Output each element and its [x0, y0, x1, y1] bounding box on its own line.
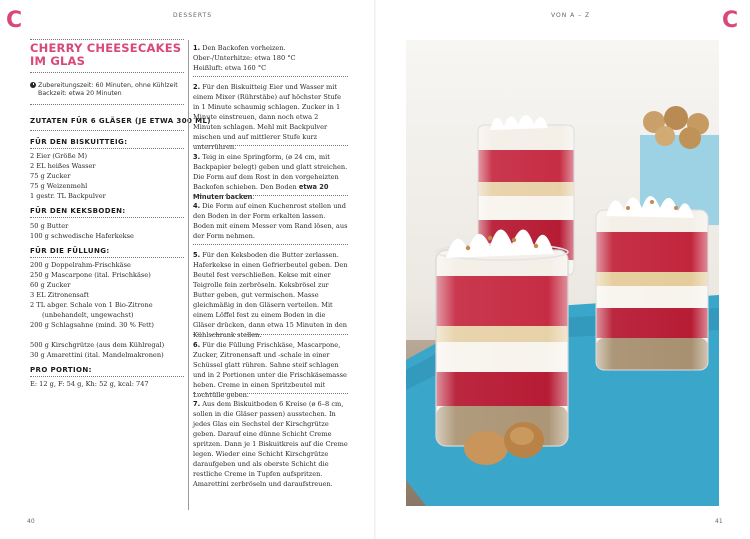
biskuit-rule [30, 148, 184, 149]
step-6 [193, 340, 348, 400]
step-text: Die Form auf einen Kuchenrost stellen und den Boden in der Form erkalten lassen. Boden mit einem Messer vom Rand lösen, aus der Form nehmen. [193, 202, 348, 240]
ingredients-rule [30, 130, 184, 131]
chapter-letter-right: C [722, 8, 739, 33]
step-text: Für den Biskuitteig Eier und Wasser mit einem Mixer (Rührstäbe) auf höchster Stufe in 1 Minute schaumig schlagen. Zucker in 1 Minute einstreuen, dann noch etwa 2 Minuten schlagen. Mehl mit Backpulver mischen und auf mittlerer Stufe kurz unterrühren. [193, 83, 341, 151]
ingredient-item: 2 EL heißes Wasser [30, 162, 96, 170]
step-rule [193, 76, 348, 77]
step-rule [193, 334, 348, 335]
portion-header: PRO PORTION: [30, 366, 92, 374]
step-number: 2. [193, 83, 201, 91]
ingredient-item: 200 g Schlagsahne (mind. 30 % Fett) [30, 321, 154, 329]
step-number: 6. [193, 341, 201, 349]
prep-rule [30, 104, 184, 105]
step-2 [193, 82, 348, 152]
ingredient-item: 30 g Amarettini (ital. Mandelmakronen) [30, 351, 164, 359]
ingredient-item: 3 EL Zitronensaft [30, 291, 89, 299]
ingredient-item: 250 g Mascarpone (ital. Frischkäse) [30, 271, 151, 279]
page-number-right: 41 [715, 518, 723, 525]
recipe-title [30, 42, 184, 67]
running-head-left: DESSERTS [173, 12, 213, 19]
extra-list [30, 340, 186, 360]
gutter [374, 0, 376, 539]
fuellung-header: FÜR DIE FÜLLUNG: [30, 247, 110, 255]
step-text: Den Backofen vorheizen. Ober-/Unterhitze: etwa 180 °C Heißluft: etwa 160 °C [193, 44, 296, 72]
portion-info: E: 12 g, F: 54 g, Kh: 52 g, kcal: 747 [30, 380, 149, 388]
prep-time [30, 82, 184, 98]
chapter-letter-left: C [6, 8, 23, 33]
ingredient-item: 50 g Butter [30, 222, 69, 230]
column-divider [188, 40, 189, 510]
step-rule [193, 145, 348, 146]
ingredient-item: 75 g Zucker [30, 172, 71, 180]
keks-header: FÜR DEN KEKSBODEN: [30, 207, 126, 215]
step-number: 5. [193, 251, 201, 259]
title-rule-top [30, 39, 184, 40]
page-number-left: 40 [27, 518, 35, 525]
step-text: Aus dem Biskuitboden 6 Kreise (ø 6–8 cm, sollen in die Gläser passen) ausstechen. In jedes Glas ein Sechstel der Kirschgrütze geben. Darauf eine dünne Schicht Creme spritzen. Dann je 1 Biskuitkreis auf die Creme legen. Wieder eine Schicht Kirschgrütze daraufgeben und als oberste Schicht die restliche Creme in Tupfen aufspritzen. Amarettini zerbröseln und daraufstreuen. [193, 400, 348, 488]
step-text: Für den Keksboden die Butter zerlassen. Haferkekse in einen Gefrierbeutel geben. Den Beutel fest verschließen. Kekse mit einer Teigrolle fein zerbröseln. Keksbrösel zur Butter geben, gut vermischen. Masse gleichmäßig in den Gläsern verteilen. Mit einem Löffel fest zu einem Boden in die Gläser drücken, dann etwa 15 Minuten in den Kühlschrank stellen. [193, 251, 348, 339]
title-rule-bottom [30, 72, 184, 73]
step-number: 1. [193, 44, 201, 52]
step-rule [193, 195, 348, 196]
step-1 [193, 43, 348, 73]
keks-rule [30, 217, 184, 218]
step-number: 3. [193, 153, 201, 161]
dessert-photo [406, 40, 719, 506]
ingredient-item: 100 g schwedische Haferkekse [30, 232, 134, 240]
dessert-illustration [406, 40, 719, 506]
ingredients-header: ZUTATEN FÜR 6 GLÄSER (JE ETWA 300 ML) [30, 117, 211, 125]
ingredient-item: 1 gestr. TL Backpulver [30, 192, 106, 200]
portion-rule [30, 376, 184, 377]
fuellung-list [30, 260, 186, 330]
step-rule [193, 393, 348, 394]
prep-line2: Backzeit: etwa 20 Minuten [38, 90, 122, 97]
fuellung-rule [30, 257, 184, 258]
ingredient-item: 2 TL abger. Schale von 1 Bio-Zitrone [30, 301, 153, 309]
recipe-title-line2: IM GLAS [30, 53, 86, 68]
step-text-end: . [252, 193, 255, 201]
clock-icon [30, 82, 36, 88]
recipe-title-line1: CHERRY CHEESECAKES [30, 41, 182, 55]
prep-line1: Zubereitungszeit: 60 Minuten, ohne Kühlzeit [38, 82, 178, 89]
ingredient-item: 60 g Zucker [30, 281, 71, 289]
step-number: 4. [193, 202, 201, 210]
step-5 [193, 250, 348, 340]
ingredient-item: 500 g Kirschgrütze (aus dem Kühlregal) [30, 341, 165, 349]
biskuit-list [30, 151, 186, 201]
step-text: Für die Füllung Frischkäse, Mascarpone, Zucker, Zitronensaft und -schale in einer Schüssel glatt rühren. Sahne steif schlagen und in 2 Portionen unter die Frischkäsemasse heben. Creme in einen Spritzbeutel mit Lochtülle geben. [193, 341, 347, 399]
step-number: 7. [193, 400, 201, 408]
step-4 [193, 201, 348, 241]
biskuit-header: FÜR DEN BISKUITTEIG: [30, 138, 128, 146]
step-text: Teig in eine Springform, (ø 24 cm, mit Backpapier belegt) geben und glatt streichen. Die Form auf dem Rost in den vorgeheizten Backofen schieben. Den Boden [193, 153, 348, 191]
keks-list [30, 221, 186, 241]
running-head-right: VON A – Z [551, 12, 591, 19]
ingredient-item: 200 g Doppelrahm-Frischkäse [30, 261, 131, 269]
ingredient-item: 2 Eier (Größe M) [30, 152, 88, 160]
step-7 [193, 399, 348, 489]
ingredient-item: 75 g Weizenmehl [30, 182, 88, 190]
ingredient-item: (unbehandelt, ungewachst) [42, 311, 134, 319]
step-rule [193, 244, 348, 245]
step-text-bold: etwa 20 Minuten backen [193, 183, 329, 201]
